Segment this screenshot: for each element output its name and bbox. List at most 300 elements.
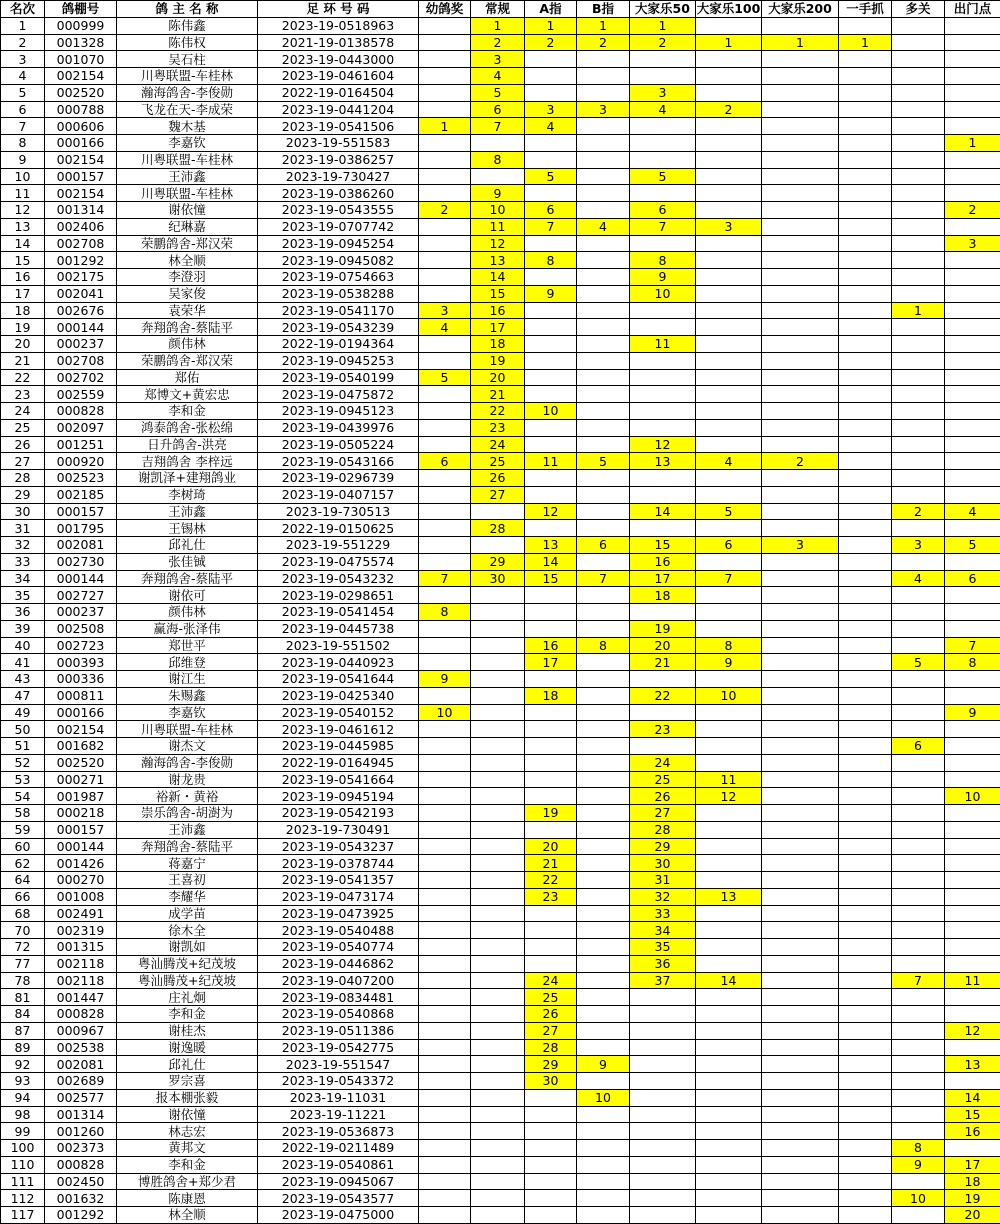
- dajiale-200-cell: [762, 185, 839, 202]
- a-pool-cell: [525, 1173, 577, 1190]
- exit-point-cell: [945, 989, 1000, 1006]
- multi-stage-cell: [892, 520, 945, 537]
- a-pool-cell: 2: [525, 34, 577, 51]
- owner-name-cell: 谢凯如: [117, 939, 258, 956]
- dajiale-50-cell: 14: [630, 503, 696, 520]
- regular-cell: 28: [471, 520, 525, 537]
- multi-stage-cell: [892, 285, 945, 302]
- dajiale-50-cell: 23: [630, 721, 696, 738]
- dajiale-50-cell: [630, 1173, 696, 1190]
- first-grab-cell: 1: [839, 34, 892, 51]
- dajiale-100-cell: [696, 872, 762, 889]
- first-grab-cell: [839, 84, 892, 101]
- dajiale-50-cell: [630, 1022, 696, 1039]
- rank-cell: 52: [1, 754, 45, 771]
- owner-name-cell: 李耀华: [117, 888, 258, 905]
- exit-point-cell: [945, 51, 1000, 68]
- dajiale-50-cell: 32: [630, 888, 696, 905]
- dajiale-50-cell: [630, 1056, 696, 1073]
- b-pool-cell: [577, 687, 630, 704]
- header-first-grab: 一手抓: [839, 1, 892, 18]
- loft-no-cell: 002154: [45, 151, 117, 168]
- dajiale-50-cell: 25: [630, 771, 696, 788]
- table-row: [1, 637, 1000, 654]
- multi-stage-cell: [892, 805, 945, 822]
- regular-cell: 8: [471, 151, 525, 168]
- regular-cell: [471, 922, 525, 939]
- first-grab-cell: [839, 68, 892, 85]
- youth-prize-cell: [419, 51, 471, 68]
- regular-cell: 21: [471, 386, 525, 403]
- loft-no-cell: 002097: [45, 419, 117, 436]
- a-pool-cell: [525, 302, 577, 319]
- rank-cell: 40: [1, 637, 45, 654]
- dajiale-100-cell: [696, 17, 762, 34]
- youth-prize-cell: 2: [419, 202, 471, 219]
- owner-name-cell: 成学苗: [117, 905, 258, 922]
- owner-name-cell: 日升鸽舍-洪亮: [117, 436, 258, 453]
- dajiale-200-cell: [762, 838, 839, 855]
- owner-name-cell: 王锡林: [117, 520, 258, 537]
- ring-no-cell: 2023-19-0445985: [258, 738, 419, 755]
- dajiale-200-cell: [762, 1190, 839, 1207]
- header-loft-no: 鸽棚号: [45, 1, 117, 18]
- loft-no-cell: 002708: [45, 352, 117, 369]
- regular-cell: [471, 135, 525, 152]
- youth-prize-cell: 9: [419, 671, 471, 688]
- b-pool-cell: [577, 336, 630, 353]
- loft-no-cell: 002491: [45, 905, 117, 922]
- rank-cell: 15: [1, 252, 45, 269]
- b-pool-cell: [577, 989, 630, 1006]
- owner-name-cell: 罗宗喜: [117, 1073, 258, 1090]
- dajiale-100-cell: [696, 285, 762, 302]
- a-pool-cell: [525, 319, 577, 336]
- b-pool-cell: [577, 671, 630, 688]
- dajiale-100-cell: 4: [696, 453, 762, 470]
- b-pool-cell: [577, 972, 630, 989]
- first-grab-cell: [839, 855, 892, 872]
- dajiale-200-cell: [762, 955, 839, 972]
- rank-cell: 89: [1, 1039, 45, 1056]
- table-row: [1, 319, 1000, 336]
- b-pool-cell: [577, 151, 630, 168]
- dajiale-200-cell: [762, 721, 839, 738]
- header-youth-prize: 幼鸽奖: [419, 1, 471, 18]
- loft-no-cell: 002727: [45, 587, 117, 604]
- youth-prize-cell: [419, 218, 471, 235]
- table-row: [1, 587, 1000, 604]
- b-pool-cell: [577, 1022, 630, 1039]
- dajiale-50-cell: 5: [630, 168, 696, 185]
- dajiale-50-cell: [630, 486, 696, 503]
- a-pool-cell: [525, 135, 577, 152]
- first-grab-cell: [839, 1039, 892, 1056]
- dajiale-100-cell: [696, 1156, 762, 1173]
- multi-stage-cell: [892, 553, 945, 570]
- header-row: [1, 1, 1000, 18]
- first-grab-cell: [839, 386, 892, 403]
- rank-cell: 22: [1, 369, 45, 386]
- dajiale-200-cell: [762, 252, 839, 269]
- b-pool-cell: [577, 620, 630, 637]
- multi-stage-cell: [892, 486, 945, 503]
- ring-no-cell: 2023-19-0945067: [258, 1173, 419, 1190]
- dajiale-100-cell: [696, 1190, 762, 1207]
- multi-stage-cell: [892, 436, 945, 453]
- b-pool-cell: [577, 285, 630, 302]
- ring-no-cell: 2023-19-0541664: [258, 771, 419, 788]
- dajiale-100-cell: 8: [696, 637, 762, 654]
- dajiale-200-cell: 1: [762, 34, 839, 51]
- loft-no-cell: 001314: [45, 1106, 117, 1123]
- first-grab-cell: [839, 202, 892, 219]
- dajiale-200-cell: [762, 1173, 839, 1190]
- regular-cell: 12: [471, 235, 525, 252]
- a-pool-cell: 27: [525, 1022, 577, 1039]
- dajiale-200-cell: [762, 1207, 839, 1224]
- ring-no-cell: 2023-19-0439976: [258, 419, 419, 436]
- first-grab-cell: [839, 369, 892, 386]
- youth-prize-cell: [419, 336, 471, 353]
- dajiale-50-cell: [630, 470, 696, 487]
- owner-name-cell: 李和金: [117, 1006, 258, 1023]
- first-grab-cell: [839, 1123, 892, 1140]
- owner-name-cell: 林全顺: [117, 252, 258, 269]
- multi-stage-cell: 6: [892, 738, 945, 755]
- rank-cell: 112: [1, 1190, 45, 1207]
- owner-name-cell: 颜伟林: [117, 604, 258, 621]
- table-row: [1, 989, 1000, 1006]
- owner-name-cell: 粤汕腾茂+纪茂坡: [117, 972, 258, 989]
- loft-no-cell: 000144: [45, 838, 117, 855]
- dajiale-50-cell: 37: [630, 972, 696, 989]
- a-pool-cell: [525, 419, 577, 436]
- first-grab-cell: [839, 721, 892, 738]
- exit-point-cell: [945, 17, 1000, 34]
- rank-cell: 27: [1, 453, 45, 470]
- a-pool-cell: [525, 436, 577, 453]
- loft-no-cell: 001795: [45, 520, 117, 537]
- youth-prize-cell: [419, 17, 471, 34]
- rank-cell: 60: [1, 838, 45, 855]
- exit-point-cell: [945, 386, 1000, 403]
- owner-name-cell: 鸿泰鸽舍-张松绵: [117, 419, 258, 436]
- dajiale-200-cell: [762, 738, 839, 755]
- exit-point-cell: 4: [945, 503, 1000, 520]
- rank-cell: 26: [1, 436, 45, 453]
- b-pool-cell: [577, 838, 630, 855]
- owner-name-cell: 邱维登: [117, 654, 258, 671]
- regular-cell: [471, 872, 525, 889]
- youth-prize-cell: [419, 403, 471, 420]
- regular-cell: 3: [471, 51, 525, 68]
- a-pool-cell: 16: [525, 637, 577, 654]
- table-row: [1, 302, 1000, 319]
- regular-cell: [471, 788, 525, 805]
- owner-name-cell: 李和金: [117, 1156, 258, 1173]
- table-row: [1, 101, 1000, 118]
- ring-no-cell: 2023-19-0445738: [258, 620, 419, 637]
- first-grab-cell: [839, 1006, 892, 1023]
- loft-no-cell: 000144: [45, 319, 117, 336]
- dajiale-100-cell: [696, 1140, 762, 1157]
- exit-point-cell: [945, 922, 1000, 939]
- table-row: [1, 436, 1000, 453]
- dajiale-100-cell: [696, 68, 762, 85]
- b-pool-cell: [577, 302, 630, 319]
- ring-no-cell: 2021-19-0138578: [258, 34, 419, 51]
- rank-cell: 43: [1, 671, 45, 688]
- rank-cell: 117: [1, 1207, 45, 1224]
- regular-cell: 26: [471, 470, 525, 487]
- rank-cell: 25: [1, 419, 45, 436]
- rank-cell: 70: [1, 922, 45, 939]
- rank-cell: 100: [1, 1140, 45, 1157]
- owner-name-cell: 谢桂杰: [117, 1022, 258, 1039]
- dajiale-200-cell: [762, 620, 839, 637]
- owner-name-cell: 郑佑: [117, 369, 258, 386]
- dajiale-200-cell: [762, 285, 839, 302]
- regular-cell: [471, 955, 525, 972]
- first-grab-cell: [839, 888, 892, 905]
- dajiale-50-cell: [630, 386, 696, 403]
- owner-name-cell: 王喜初: [117, 872, 258, 889]
- dajiale-200-cell: [762, 84, 839, 101]
- youth-prize-cell: [419, 838, 471, 855]
- dajiale-100-cell: 13: [696, 888, 762, 905]
- multi-stage-cell: [892, 1073, 945, 1090]
- owner-name-cell: 奔翔鸽舍-蔡陆平: [117, 570, 258, 587]
- youth-prize-cell: [419, 520, 471, 537]
- multi-stage-cell: [892, 1006, 945, 1023]
- loft-no-cell: 002577: [45, 1089, 117, 1106]
- dajiale-50-cell: 4: [630, 101, 696, 118]
- owner-name-cell: 黄邦文: [117, 1140, 258, 1157]
- owner-name-cell: 川粤联盟-车桂林: [117, 68, 258, 85]
- first-grab-cell: [839, 1173, 892, 1190]
- multi-stage-cell: [892, 1173, 945, 1190]
- a-pool-cell: 13: [525, 537, 577, 554]
- owner-name-cell: 荣鹏鸽舍-郑汉荣: [117, 235, 258, 252]
- multi-stage-cell: [892, 17, 945, 34]
- multi-stage-cell: [892, 453, 945, 470]
- dajiale-200-cell: [762, 1156, 839, 1173]
- a-pool-cell: 12: [525, 503, 577, 520]
- dajiale-50-cell: [630, 118, 696, 135]
- loft-no-cell: 002118: [45, 972, 117, 989]
- loft-no-cell: 002041: [45, 285, 117, 302]
- dajiale-50-cell: 7: [630, 218, 696, 235]
- exit-point-cell: [945, 269, 1000, 286]
- ring-no-cell: 2022-19-0164945: [258, 754, 419, 771]
- multi-stage-cell: 4: [892, 570, 945, 587]
- owner-name-cell: 王沛鑫: [117, 821, 258, 838]
- dajiale-100-cell: [696, 202, 762, 219]
- ring-no-cell: 2022-19-0164504: [258, 84, 419, 101]
- loft-no-cell: 002118: [45, 955, 117, 972]
- exit-point-cell: [945, 118, 1000, 135]
- b-pool-cell: [577, 1173, 630, 1190]
- dajiale-200-cell: [762, 319, 839, 336]
- ring-no-cell: 2022-19-0150625: [258, 520, 419, 537]
- ring-no-cell: 2023-19-0475574: [258, 553, 419, 570]
- ring-no-cell: 2023-19-11031: [258, 1089, 419, 1106]
- multi-stage-cell: 10: [892, 1190, 945, 1207]
- ring-no-cell: 2023-19-0378744: [258, 855, 419, 872]
- rank-cell: 98: [1, 1106, 45, 1123]
- owner-name-cell: 郑博文+黄宏忠: [117, 386, 258, 403]
- a-pool-cell: [525, 386, 577, 403]
- dajiale-50-cell: 8: [630, 252, 696, 269]
- multi-stage-cell: [892, 1089, 945, 1106]
- loft-no-cell: 000393: [45, 654, 117, 671]
- b-pool-cell: [577, 369, 630, 386]
- a-pool-cell: [525, 51, 577, 68]
- dajiale-50-cell: [630, 604, 696, 621]
- b-pool-cell: [577, 1156, 630, 1173]
- regular-cell: [471, 1190, 525, 1207]
- ring-no-cell: 2023-19-0386260: [258, 185, 419, 202]
- exit-point-cell: 8: [945, 654, 1000, 671]
- rank-cell: 72: [1, 939, 45, 956]
- rank-cell: 6: [1, 101, 45, 118]
- first-grab-cell: [839, 738, 892, 755]
- a-pool-cell: [525, 922, 577, 939]
- dajiale-100-cell: [696, 84, 762, 101]
- a-pool-cell: [525, 68, 577, 85]
- dajiale-100-cell: [696, 235, 762, 252]
- first-grab-cell: [839, 218, 892, 235]
- dajiale-50-cell: [630, 704, 696, 721]
- dajiale-200-cell: [762, 671, 839, 688]
- multi-stage-cell: [892, 235, 945, 252]
- b-pool-cell: [577, 319, 630, 336]
- ring-no-cell: 2023-19-0440923: [258, 654, 419, 671]
- a-pool-cell: 7: [525, 218, 577, 235]
- dajiale-50-cell: 16: [630, 553, 696, 570]
- a-pool-cell: [525, 336, 577, 353]
- regular-cell: [471, 721, 525, 738]
- rank-cell: 64: [1, 872, 45, 889]
- loft-no-cell: 002538: [45, 1039, 117, 1056]
- exit-point-cell: [945, 855, 1000, 872]
- exit-point-cell: 14: [945, 1089, 1000, 1106]
- dajiale-100-cell: [696, 955, 762, 972]
- table-row: [1, 855, 1000, 872]
- dajiale-50-cell: [630, 1089, 696, 1106]
- dajiale-200-cell: 2: [762, 453, 839, 470]
- a-pool-cell: [525, 738, 577, 755]
- loft-no-cell: 000166: [45, 704, 117, 721]
- a-pool-cell: [525, 486, 577, 503]
- multi-stage-cell: [892, 336, 945, 353]
- b-pool-cell: [577, 888, 630, 905]
- multi-stage-cell: [892, 838, 945, 855]
- owner-name-cell: 吴家俊: [117, 285, 258, 302]
- loft-no-cell: 002175: [45, 269, 117, 286]
- dajiale-100-cell: [696, 1173, 762, 1190]
- owner-name-cell: 荣鹏鸽舍-郑汉荣: [117, 352, 258, 369]
- multi-stage-cell: 3: [892, 537, 945, 554]
- regular-cell: [471, 704, 525, 721]
- regular-cell: [471, 1173, 525, 1190]
- dajiale-100-cell: [696, 369, 762, 386]
- owner-name-cell: 川粤联盟-车桂林: [117, 721, 258, 738]
- rank-cell: 78: [1, 972, 45, 989]
- owner-name-cell: 谢依憧: [117, 202, 258, 219]
- dajiale-200-cell: [762, 336, 839, 353]
- exit-point-cell: 12: [945, 1022, 1000, 1039]
- first-grab-cell: [839, 503, 892, 520]
- owner-name-cell: 吉翔鸽舍 李梓远: [117, 453, 258, 470]
- exit-point-cell: [945, 486, 1000, 503]
- header-dajiale-200: 大家乐200: [762, 1, 839, 18]
- first-grab-cell: [839, 352, 892, 369]
- multi-stage-cell: [892, 955, 945, 972]
- multi-stage-cell: [892, 1022, 945, 1039]
- dajiale-100-cell: [696, 118, 762, 135]
- rank-cell: 111: [1, 1173, 45, 1190]
- table-row: [1, 168, 1000, 185]
- exit-point-cell: [945, 252, 1000, 269]
- a-pool-cell: 9: [525, 285, 577, 302]
- dajiale-200-cell: [762, 436, 839, 453]
- header-multi-stage: 多关: [892, 1, 945, 18]
- loft-no-cell: 002523: [45, 470, 117, 487]
- b-pool-cell: [577, 436, 630, 453]
- dajiale-100-cell: [696, 754, 762, 771]
- multi-stage-cell: 7: [892, 972, 945, 989]
- multi-stage-cell: [892, 386, 945, 403]
- dajiale-200-cell: [762, 1006, 839, 1023]
- regular-cell: 29: [471, 553, 525, 570]
- b-pool-cell: [577, 202, 630, 219]
- loft-no-cell: 000237: [45, 604, 117, 621]
- dajiale-50-cell: [630, 989, 696, 1006]
- table-row: [1, 118, 1000, 135]
- a-pool-cell: 4: [525, 118, 577, 135]
- b-pool-cell: [577, 604, 630, 621]
- owner-name-cell: 崇乐鸽舍-胡澍为: [117, 805, 258, 822]
- dajiale-200-cell: [762, 972, 839, 989]
- first-grab-cell: [839, 587, 892, 604]
- rank-cell: 62: [1, 855, 45, 872]
- regular-cell: [471, 989, 525, 1006]
- a-pool-cell: [525, 721, 577, 738]
- rank-cell: 54: [1, 788, 45, 805]
- dajiale-100-cell: [696, 905, 762, 922]
- youth-prize-cell: [419, 771, 471, 788]
- rank-cell: 12: [1, 202, 45, 219]
- multi-stage-cell: [892, 788, 945, 805]
- dajiale-200-cell: [762, 1089, 839, 1106]
- b-pool-cell: [577, 1073, 630, 1090]
- owner-name-cell: 郑世平: [117, 637, 258, 654]
- b-pool-cell: 2: [577, 34, 630, 51]
- ring-no-cell: 2023-19-0475872: [258, 386, 419, 403]
- table-body: [1, 17, 1000, 1223]
- owner-name-cell: 李树琦: [117, 486, 258, 503]
- table-row: [1, 1173, 1000, 1190]
- loft-no-cell: 002689: [45, 1073, 117, 1090]
- rank-cell: 19: [1, 319, 45, 336]
- rank-cell: 47: [1, 687, 45, 704]
- table-row: [1, 704, 1000, 721]
- dajiale-100-cell: [696, 1089, 762, 1106]
- exit-point-cell: 5: [945, 537, 1000, 554]
- regular-cell: [471, 1207, 525, 1224]
